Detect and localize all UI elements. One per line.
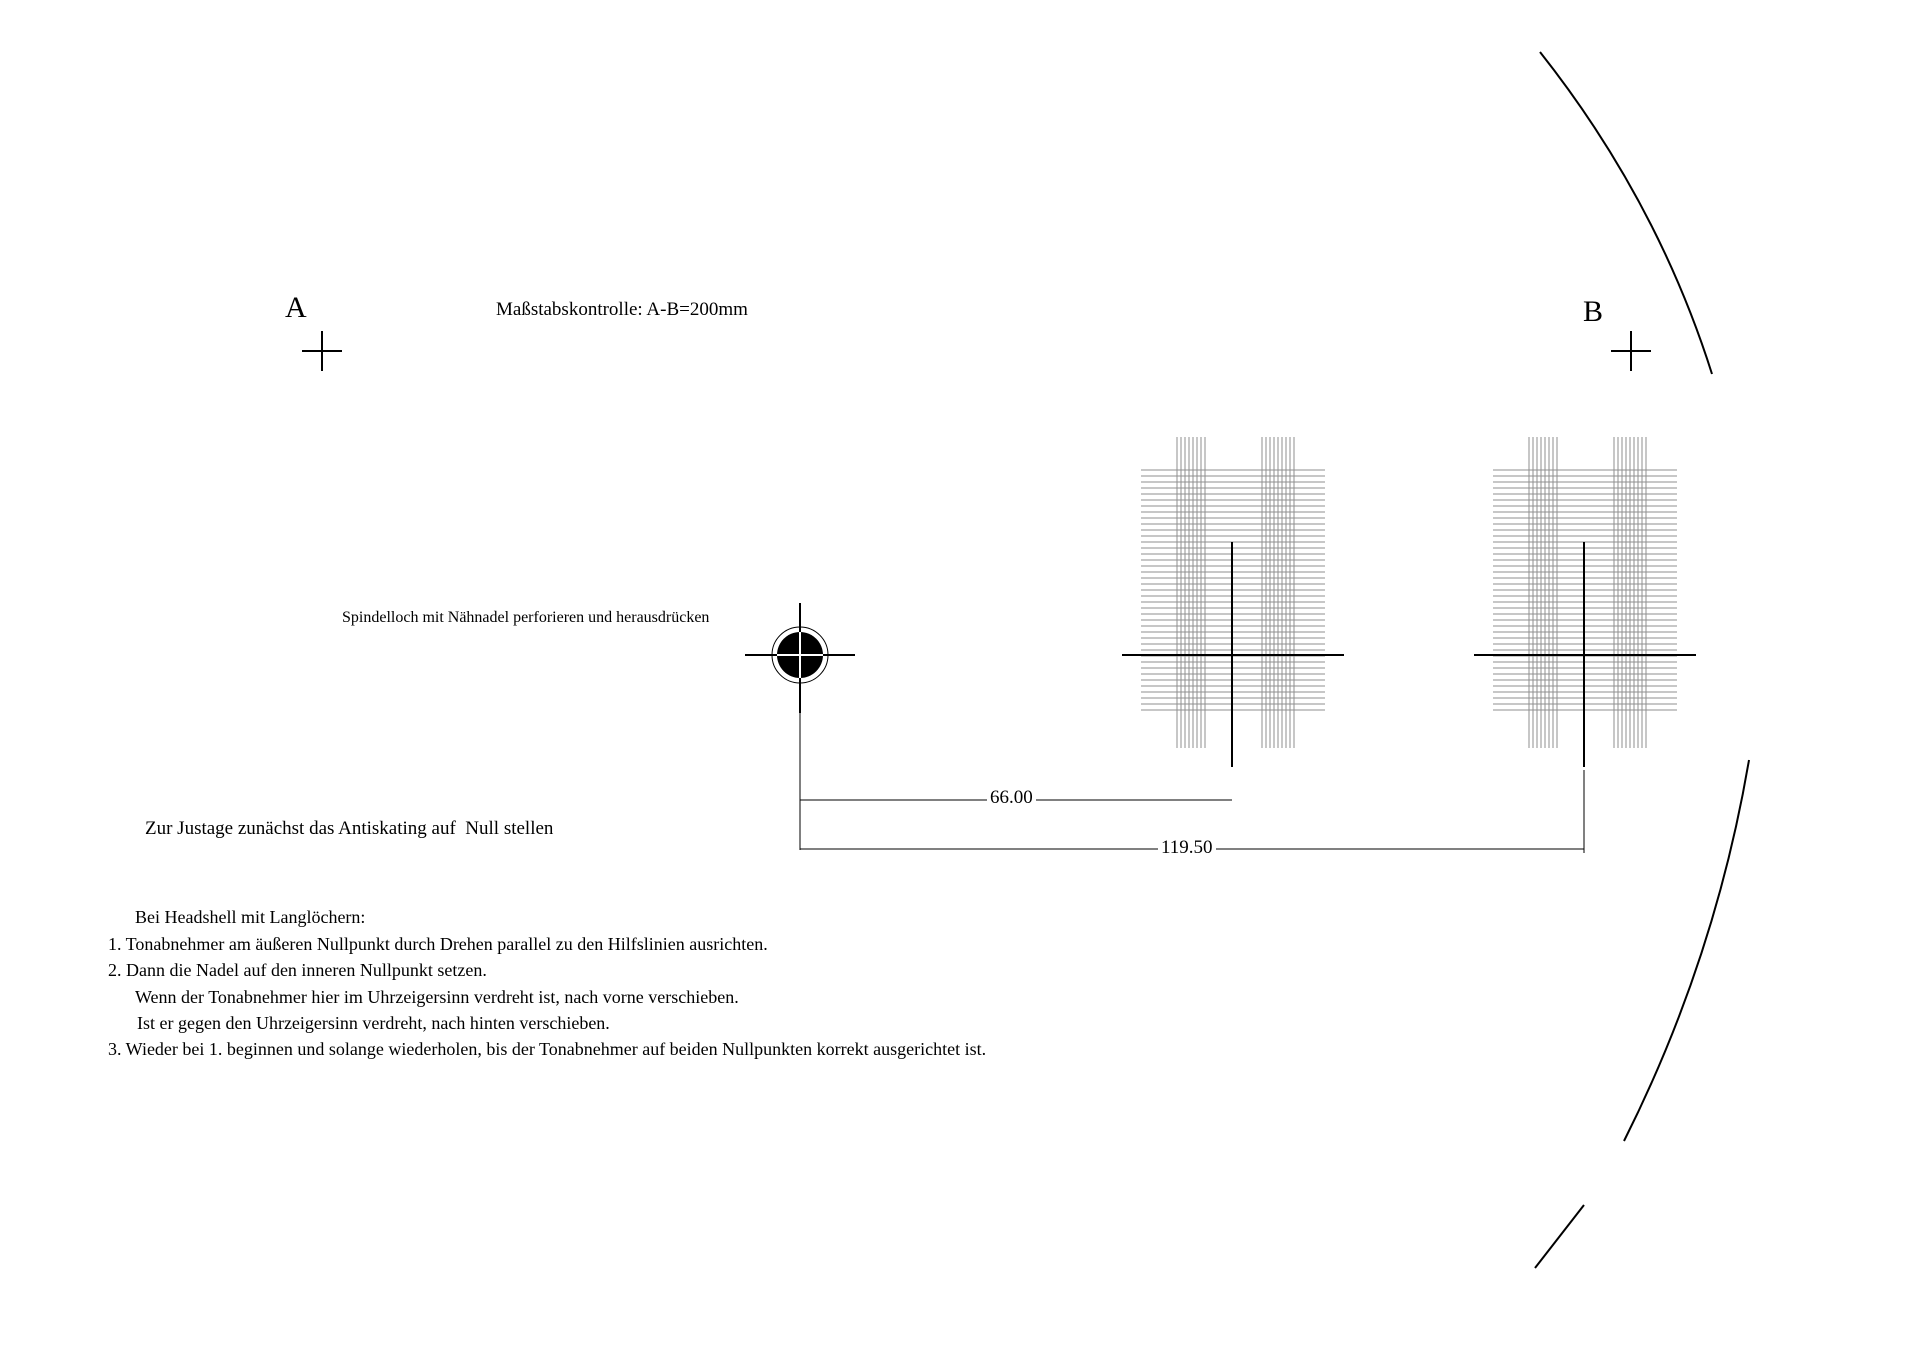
instruction-step-3: 3. Wieder bei 1. beginnen und solange wiederholen, bis der Tonabnehmer auf beiden Nullpunkten korrekt ausgerichtet ist. [108, 1039, 987, 1059]
antiskating-note: Zur Justage zunächst das Antiskating auf Null stellen [145, 818, 554, 839]
spindle-hole [745, 603, 855, 713]
dimension-label-inner: 66.00 [987, 788, 1036, 807]
null-point-grid-outer [1122, 437, 1344, 767]
platter-arc-upper [1540, 52, 1712, 374]
platter-arc-lower [1624, 760, 1749, 1141]
instruction-step-2-counterclockwise: Ist er gegen den Uhrzeigersinn verdreht, nach hinten verschieben. [137, 1013, 610, 1033]
point-b-label: B [1583, 295, 1604, 328]
point-a-label: A [285, 291, 307, 324]
spindle-note: Spindelloch mit Nähnadel perforieren und herausdrücken [342, 609, 710, 626]
dimension-lines [800, 713, 1584, 853]
null-point-grid-inner [1474, 437, 1696, 767]
crosshair-b [1611, 331, 1651, 371]
dimension-label-outer: 119.50 [1158, 838, 1216, 857]
instructions-heading: Bei Headshell mit Langlöchern: [135, 907, 366, 927]
instruction-step-2-clockwise: Wenn der Tonabnehmer hier im Uhrzeigersinn verdreht ist, nach vorne verschieben. [135, 987, 739, 1007]
instruction-step-1: 1. Tonabnehmer am äußeren Nullpunkt durch Drehen parallel zu den Hilfslinien ausrichten. [108, 934, 768, 954]
crosshair-a [302, 331, 342, 371]
instruction-step-2: 2. Dann die Nadel auf den inneren Nullpunkt setzen. [108, 960, 487, 980]
platter-arc-bottom [1535, 1205, 1584, 1268]
scale-check-label: Maßstabskontrolle: A-B=200mm [496, 299, 748, 320]
